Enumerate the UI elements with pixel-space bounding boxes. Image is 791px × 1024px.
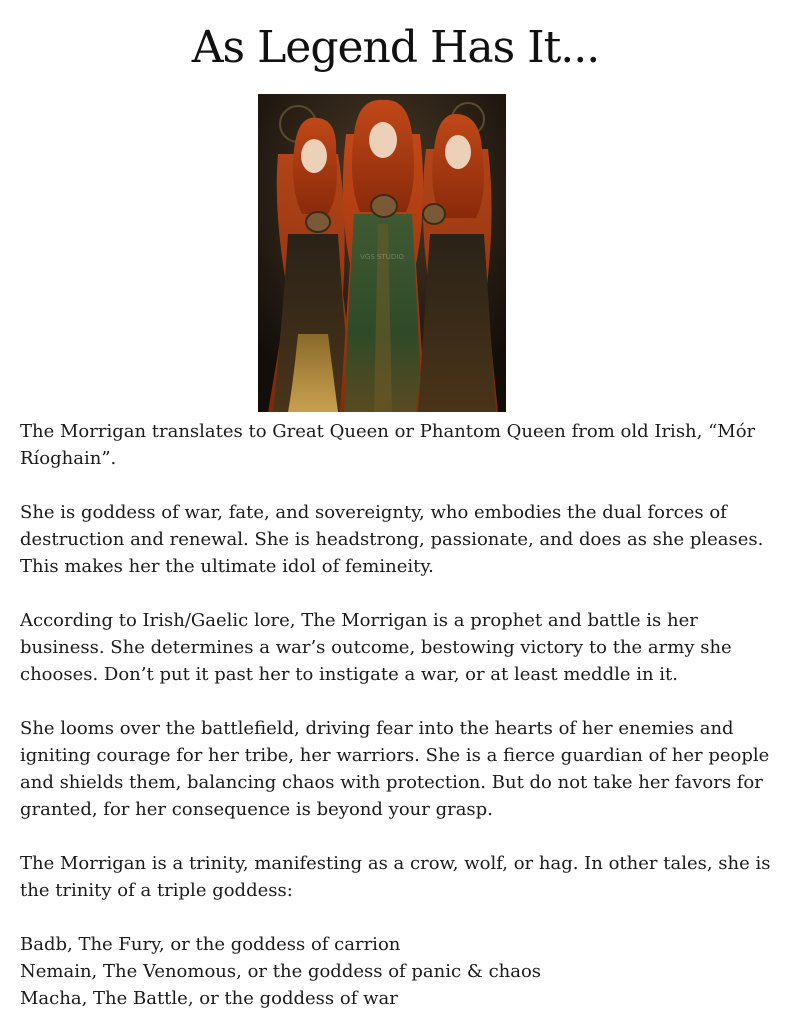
paragraph-trinity: The Morrigan is a trinity, manifesting as a crow, wolf, or hag. In other tales, she is the trinity of a triple goddess: xyxy=(20,853,771,901)
paragraph-goddess: She is goddess of war, fate, and sovereignty, who embodies the dual forces of destruction and renewal. She is headstrong, passionate, and does as she pleases. This makes her the ultimate idol of femineity. xyxy=(20,502,764,577)
three-queens-illustration xyxy=(258,94,506,412)
paragraph-lore: According to Irish/Gaelic lore, The Morrigan is a prophet and battle is her business. She determines a war’s outcome, bestowing victory to the army she chooses. Don’t put it past her to instigate a war, or at least meddle in it. xyxy=(20,610,732,685)
paragraph-battlefield: She looms over the battlefield, driving fear into the hearts of her enemies and igniting courage for her tribe, her warriors. She is a fierce guardian of her people and shields them, balancing chaos with protection. But do not take her favors for granted, for her consequence is beyond your grasp. xyxy=(20,718,770,820)
aspects-list xyxy=(20,931,780,1012)
aspect-badb: Badb, The Fury, or the goddess of carrion xyxy=(20,934,401,955)
watermark-text: VGS STUDIO xyxy=(360,253,404,261)
paragraph-translation: The Morrigan translates to Great Queen or Phantom Queen from old Irish, “Mór Ríoghain”. xyxy=(20,421,756,469)
aspect-nemain: Nemain, The Venomous, or the goddess of panic & chaos xyxy=(20,961,542,982)
aspect-macha: Macha, The Battle, or the goddess of war xyxy=(20,988,398,1009)
page-title: As Legend Has It... xyxy=(191,22,600,73)
article-body xyxy=(20,418,780,1012)
